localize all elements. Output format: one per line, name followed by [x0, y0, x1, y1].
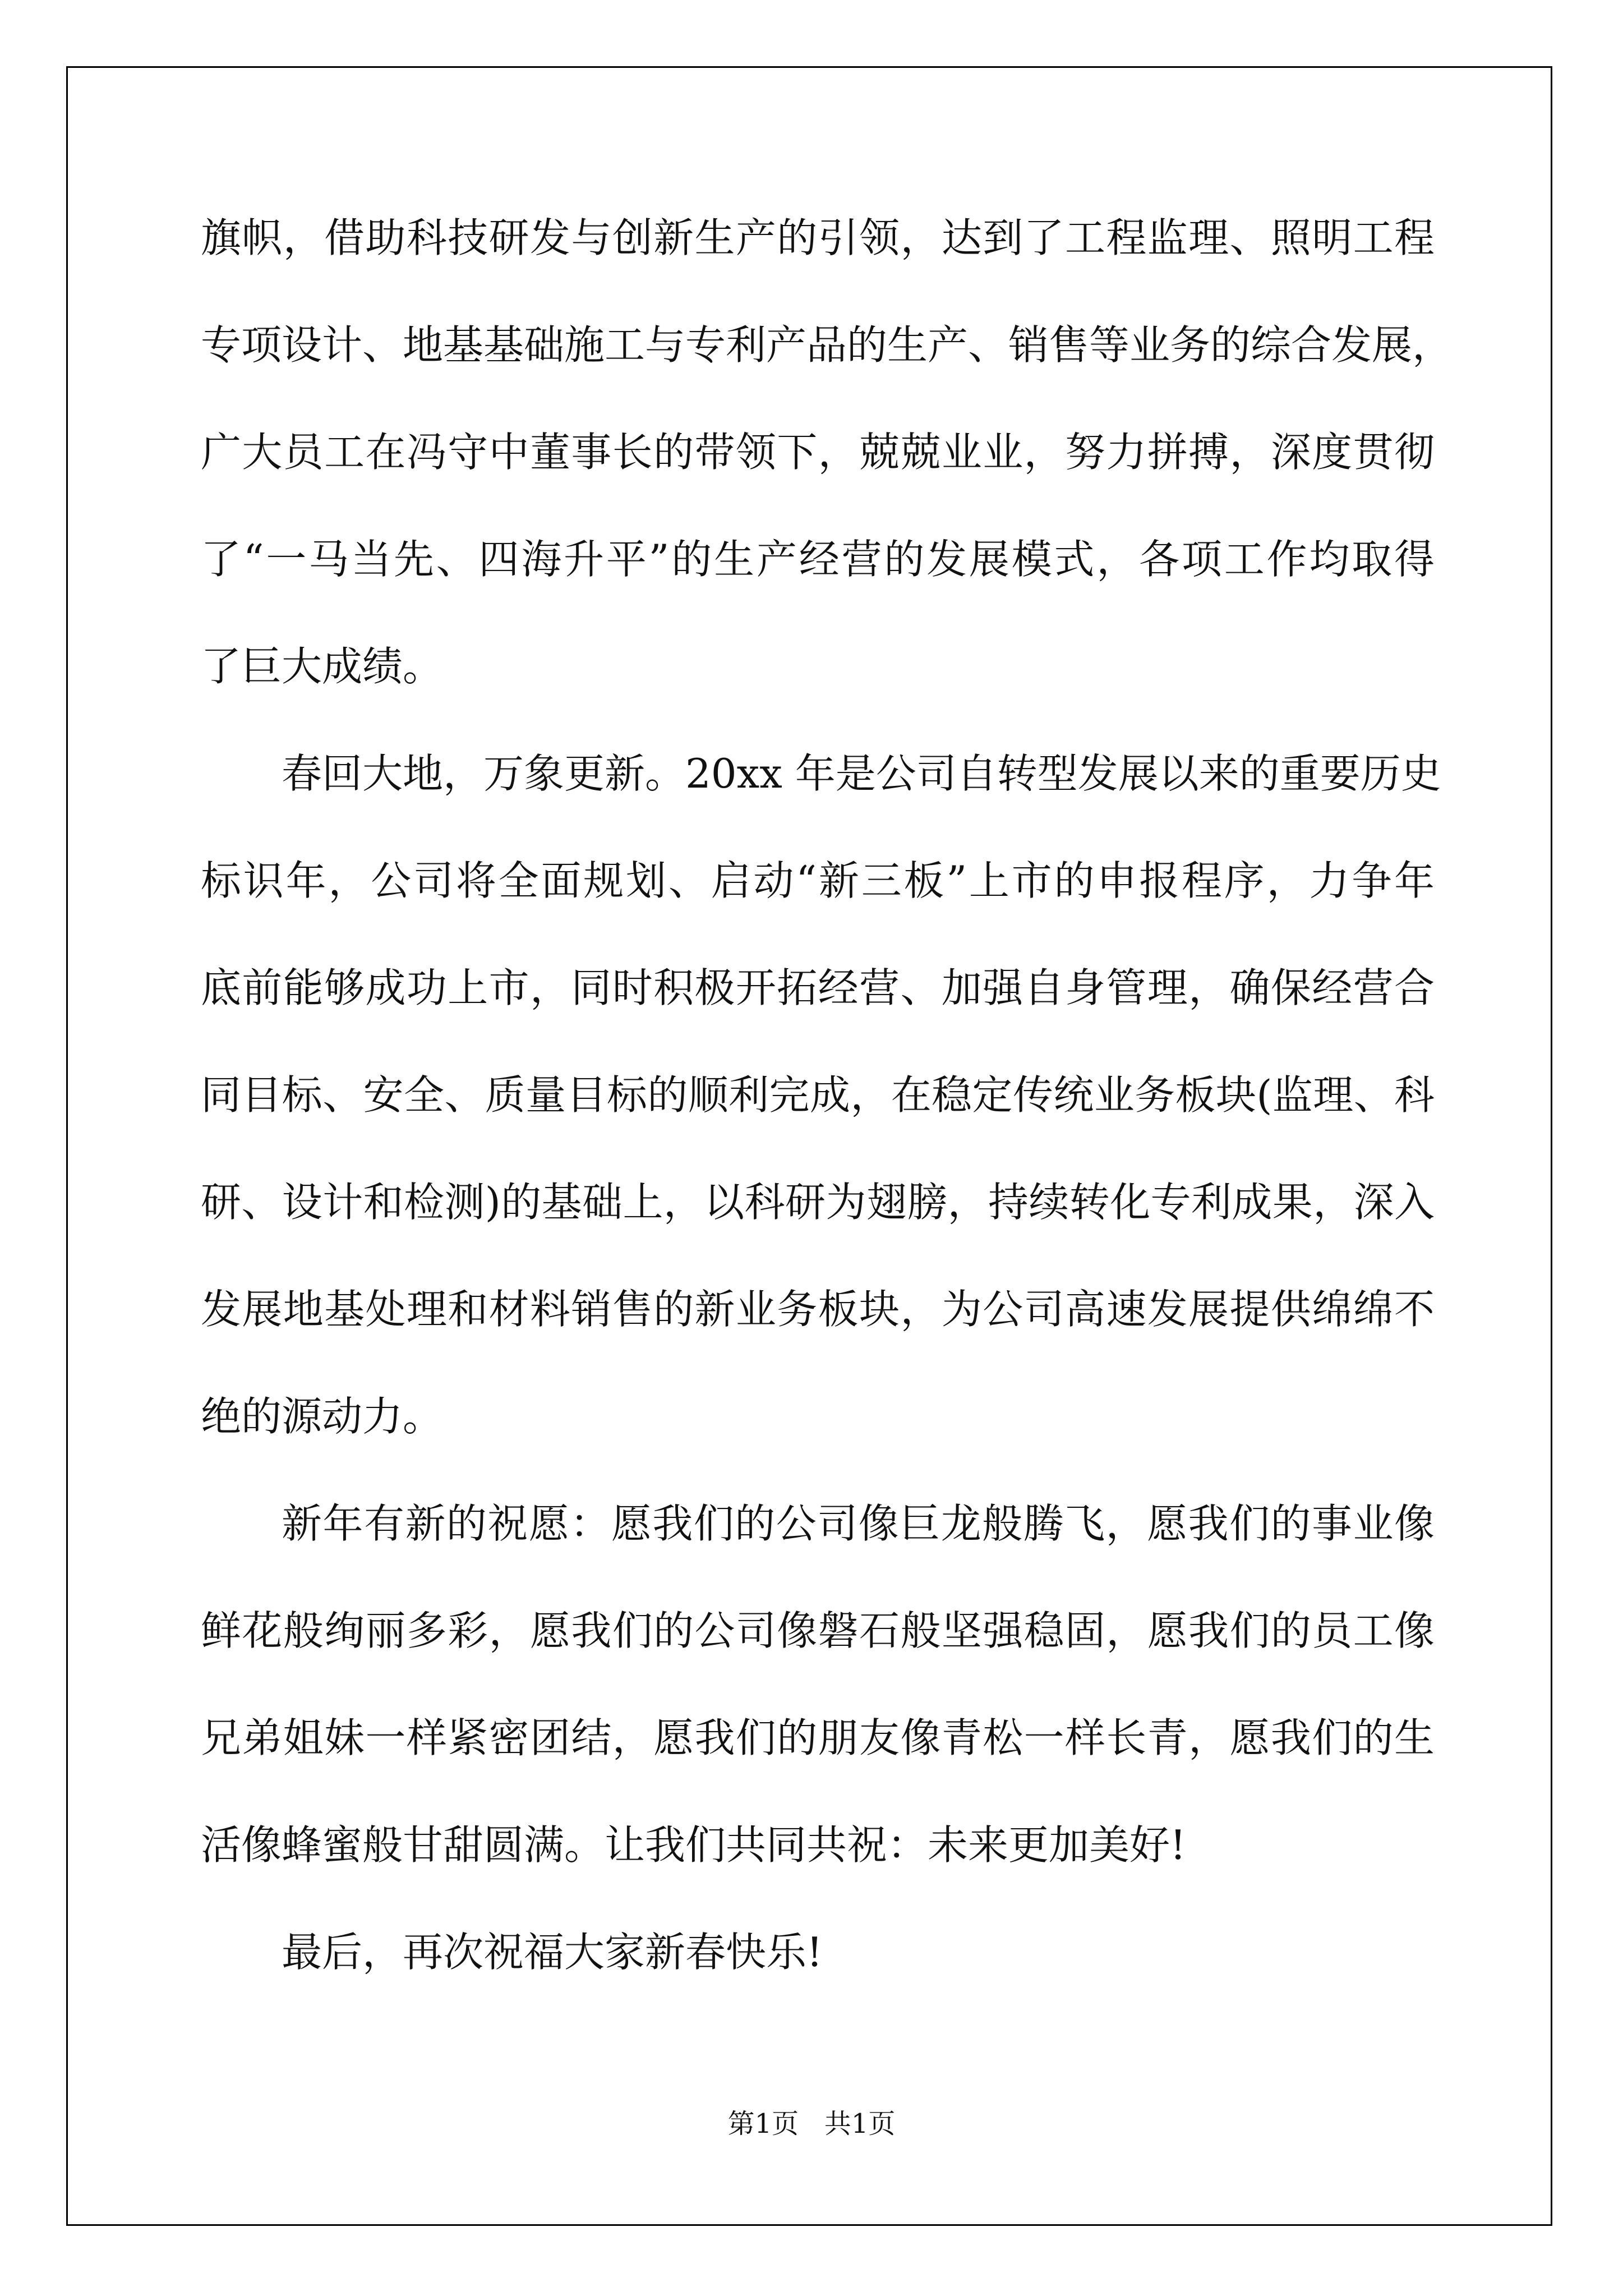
paragraph-2-line-4: 同目标、安全、质量目标的顺利完成，在稳定传统业务板块(监理、科	[201, 1071, 1435, 1119]
paragraph-2-line-6: 发展地基处理和材料销售的新业务板块，为公司高速发展提供绵绵不	[201, 1286, 1435, 1333]
paragraph-1-line-3: 广大员工在冯守中董事长的带领下，兢兢业业，努力拼搏，深度贯彻	[201, 429, 1435, 476]
paragraph-2-line-5: 研、设计和检测)的基础上，以科研为翅膀，持续转化专利成果，深入	[201, 1179, 1435, 1226]
paragraph-3-line-2: 鲜花般绚丽多彩，愿我们的公司像磐石般坚强稳固，愿我们的员工像	[201, 1607, 1435, 1654]
paragraph-3-line-4: 活像蜂蜜般甘甜圆满。让我们共同共祝：未来更加美好!	[201, 1821, 1186, 1869]
paragraph-3-line-1: 新年有新的祝愿：愿我们的公司像巨龙般腾飞，愿我们的事业像	[282, 1500, 1435, 1547]
paragraph-1-line-2: 专项设计、地基基础施工与专利产品的生产、销售等业务的综合发展，	[201, 321, 1453, 369]
paragraph-3-line-3: 兄弟姐妹一样紧密团结，愿我们的朋友像青松一样长青，愿我们的生	[201, 1714, 1435, 1761]
paragraph-1-line-1: 旗帜，借助科技研发与创新生产的引领，达到了工程监理、照明工程	[201, 214, 1435, 261]
paragraph-2-line-2: 标识年，公司将全面规划、启动“新三板”上市的申报程序，力争年	[201, 857, 1435, 904]
paragraph-2-line-3: 底前能够成功上市，同时积极开拓经营、加强自身管理，确保经营合	[201, 964, 1435, 1011]
paragraph-1-line-4: 了“一马当先、四海升平”的生产经营的发展模式，各项工作均取得	[201, 536, 1435, 583]
paragraph-4-line-1: 最后，再次祝福大家新春快乐!	[282, 1929, 823, 1976]
page-footer: 第1页 共1页	[727, 2108, 896, 2139]
paragraph-2-line-7: 绝的源动力。	[201, 1393, 444, 1440]
document-body	[201, 214, 1453, 2039]
paragraph-2-line-1: 春回大地，万象更新。20xx 年是公司自转型发展以来的重要历史	[282, 750, 1441, 797]
paragraph-1-line-5: 了巨大成绩。	[201, 643, 444, 690]
